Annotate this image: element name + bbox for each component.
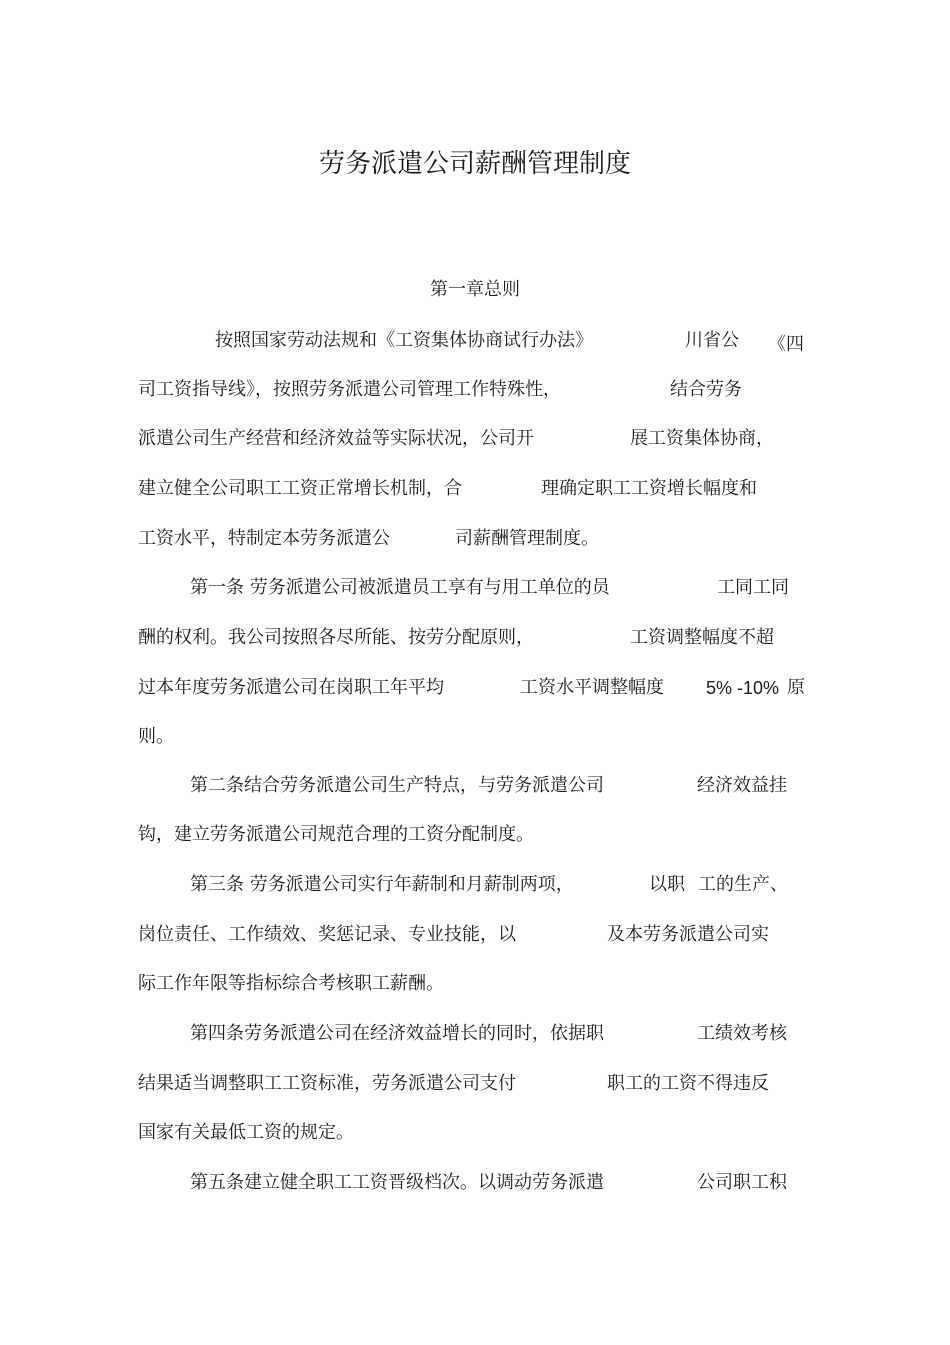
text-segment: 第一条 劳务派遣公司被派遣员工享有与用工单位的员 <box>190 577 610 598</box>
text-segment: 派遣公司生产经营和经济效益等实际状况，公司开 <box>138 428 534 449</box>
text-segment: 国家有关最低工资的规定。 <box>138 1122 354 1143</box>
text-segment: 工资水平，特制定本劳务派遣公 <box>138 528 390 549</box>
text-segment: 工的生产、 <box>698 874 788 895</box>
document-title: 劳务派遣公司薪酬管理制度 <box>318 149 631 179</box>
text-segment: 展工资集体协商， <box>630 428 774 449</box>
text-segment: 《四 <box>768 334 804 355</box>
text-segment: 第五条建立健全职工工资晋级档次。以调动劳务派遣 <box>190 1172 604 1193</box>
text-segment: 第三条 劳务派遣公司实行年薪制和月薪制两项， <box>190 874 574 895</box>
text-segment: 经济效益挂 <box>697 775 787 796</box>
text-segment: 酬的权利。我公司按照各尽所能、按劳分配原则， <box>138 627 534 648</box>
text-segment: 建立健全公司职工工资正常增长机制，合 <box>138 478 462 499</box>
text-segment: 岗位责任、工作绩效、奖惩记录、专业技能，以 <box>138 924 516 945</box>
text-segment: 际工作年限等指标综合考核职工薪酬。 <box>138 973 444 994</box>
text-segment: 则。 <box>138 726 174 747</box>
text-segment: 工资调整幅度不超 <box>630 627 774 648</box>
text-segment: 川省公 <box>685 330 739 351</box>
text-segment: 原 <box>787 677 805 698</box>
text-segment: 钩，建立劳务派遣公司规范合理的工资分配制度。 <box>138 824 534 845</box>
text-segment: 结果适当调整职工工资标准，劳务派遣公司支付 <box>138 1073 516 1094</box>
text-segment: 第二条结合劳务派遣公司生产特点，与劳务派遣公司 <box>190 775 604 796</box>
text-segment: 职工的工资不得违反 <box>607 1073 769 1094</box>
text-segment: 5% -10% <box>706 678 780 698</box>
text-segment: 司工资指导线》，按照劳务派遣公司管理工作特殊性， <box>138 379 561 400</box>
text-segment: 司薪酬管理制度。 <box>455 528 599 549</box>
text-segment: 及本劳务派遣公司实 <box>607 924 769 945</box>
text-segment: 工资水平调整幅度 <box>520 677 664 698</box>
text-segment: 理确定职工工资增长幅度和 <box>541 478 757 499</box>
text-segment: 结合劳务 <box>670 379 742 400</box>
text-segment: 过本年度劳务派遣公司在岗职工年平均 <box>138 677 444 698</box>
text-segment: 公司职工积 <box>697 1172 787 1193</box>
text-segment: 工同工同 <box>717 577 789 598</box>
text-segment: 以职 <box>649 874 685 895</box>
text-segment: 第四条劳务派遣公司在经济效益增长的同时，依据职 <box>190 1023 604 1044</box>
text-segment: 按照国家劳动法规和《工资集体协商试行办法》 <box>215 330 593 351</box>
chapter-heading: 第一章总则 <box>430 279 520 300</box>
text-segment: 工绩效考核 <box>697 1023 787 1044</box>
